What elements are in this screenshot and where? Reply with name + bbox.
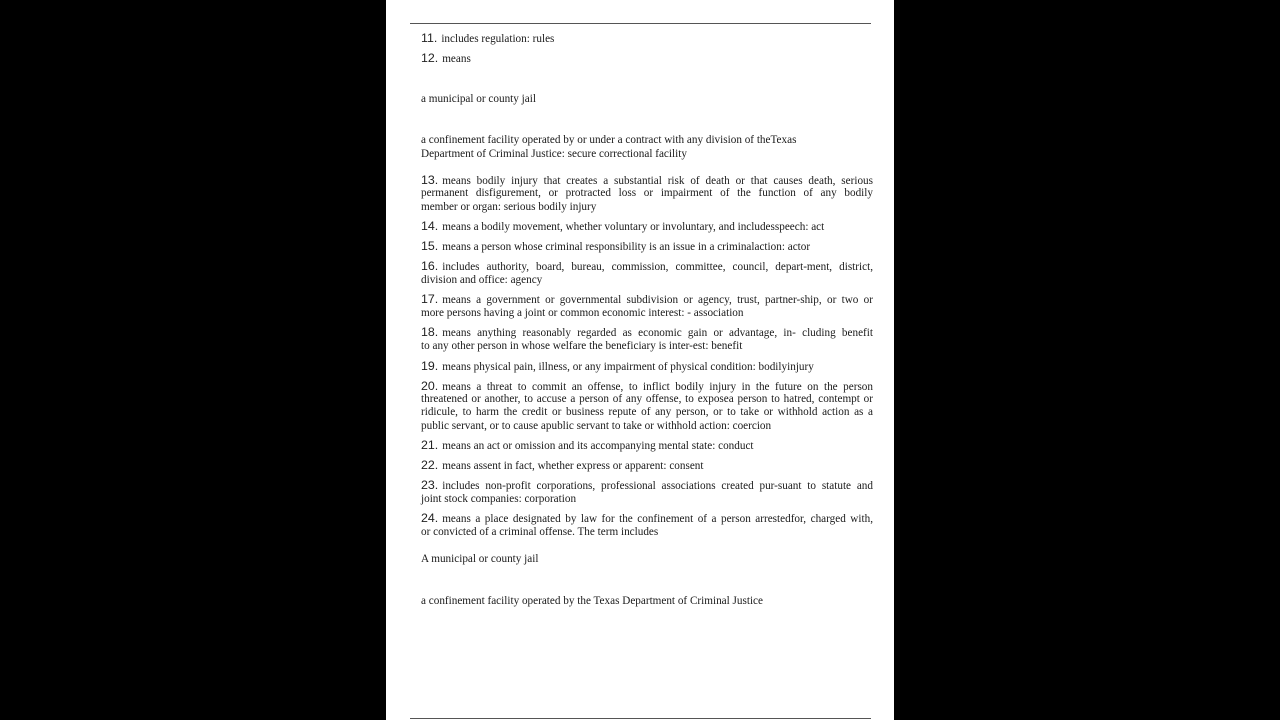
definition-text: means a place designated by law for the confinement of a person arrestedfor, charged with, <box>442 513 873 525</box>
definition-text: includes non-profit corporations, professional associations created pur-suant to statute and <box>442 480 873 492</box>
definition-17-end <box>421 307 744 320</box>
sub-item-facility <box>421 134 796 147</box>
definition-17 <box>421 293 873 307</box>
definition-text: joint stock companies: corporation <box>421 493 577 505</box>
definition-23-end <box>421 493 576 506</box>
definition-11 <box>421 32 554 46</box>
definition-text: means an act or omission and its accompanying mental state: conduct <box>442 440 754 452</box>
definition-text: to any other person in whose welfare the beneficiary is inter-est: benefit <box>421 340 743 352</box>
item-number: 19. <box>421 359 439 373</box>
item-number: 20. <box>421 379 439 393</box>
definition-text: means a government or governmental subdivision or agency, trust, partner-ship, or two or <box>442 294 873 306</box>
definition-13-end <box>421 201 596 214</box>
definition-text: ridicule, to harm the credit or business repute of any person, or to take or withhold action as a <box>421 406 873 418</box>
definition-13-cont <box>421 187 873 200</box>
item-number: 24. <box>421 511 439 525</box>
definition-text: Department of Criminal Justice: secure correctional facility <box>421 148 687 160</box>
definition-21 <box>421 439 754 453</box>
definition-text: threatened or another, to accuse a person of any offense, to exposea person to hatred, contempt or <box>421 393 873 405</box>
definition-20-cont-2 <box>421 406 873 419</box>
definition-18-end <box>421 340 742 353</box>
definition-text: means anything reasonably regarded as economic gain or advantage, in- cluding benefit <box>442 327 873 339</box>
item-number: 11. <box>421 31 438 45</box>
item-number: 18. <box>421 325 439 339</box>
definition-text: means a person whose criminal responsibility is an issue in a criminalaction: actor <box>442 241 811 253</box>
top-rule <box>410 23 871 24</box>
item-number: 17. <box>421 292 439 306</box>
definition-text: means bodily injury that creates a substantial risk of death or that causes death, serious <box>442 175 873 187</box>
definition-text: a municipal or county jail <box>421 93 536 105</box>
document-page <box>386 0 894 720</box>
bottom-rule <box>410 718 871 719</box>
definition-text: includes authority, board, bureau, commission, committee, council, depart-ment, district, <box>442 261 873 273</box>
definition-text: means assent in fact, whether express or apparent: consent <box>442 460 704 472</box>
item-number: 23. <box>421 478 439 492</box>
definition-14 <box>421 220 824 234</box>
definition-19 <box>421 360 814 374</box>
definition-text: or convicted of a criminal offense. The term includes <box>421 526 659 538</box>
definition-text: includes regulation: rules <box>441 33 555 45</box>
definition-text: means a threat to commit an offense, to inflict bodily injury in the future on the person <box>442 381 873 393</box>
definition-23 <box>421 479 873 493</box>
item-number: 13. <box>421 173 439 187</box>
definition-20-cont-1 <box>421 393 873 406</box>
definition-text: public servant, or to cause apublic servant to take or withhold action: coercion <box>421 420 772 432</box>
definition-text: member or organ: serious bodily injury <box>421 201 597 213</box>
definition-text: means physical pain, illness, or any impairment of physical condition: bodilyinjury <box>442 361 814 373</box>
sub-item-facility-2 <box>421 595 763 608</box>
item-number: 15. <box>421 239 439 253</box>
definition-16-end <box>421 274 542 287</box>
definition-text: a confinement facility operated by the Texas Department of Criminal Justice <box>421 595 763 607</box>
item-number: 16. <box>421 259 439 273</box>
sub-item-facility-cont <box>421 148 687 161</box>
definition-text: means a bodily movement, whether voluntary or involuntary, and includesspeech: act <box>442 221 825 233</box>
definition-text: more persons having a joint or common economic interest: - association <box>421 307 744 319</box>
definition-text: means <box>442 53 471 65</box>
definition-text: permanent disfigurement, or protracted loss or impairment of the function of any bodily <box>421 187 873 199</box>
item-number: 12. <box>421 51 439 65</box>
sub-item-jail-2 <box>421 553 538 566</box>
sub-item-jail <box>421 93 536 106</box>
definition-text: A municipal or county jail <box>421 553 539 565</box>
definition-24 <box>421 512 873 526</box>
definition-22 <box>421 459 704 473</box>
definition-text: division and office: agency <box>421 274 543 286</box>
definition-15 <box>421 240 810 254</box>
definition-12 <box>421 52 471 66</box>
definition-text: a confinement facility operated by or under a contract with any division of theTexas <box>421 134 797 146</box>
item-number: 21. <box>421 438 439 452</box>
definition-18 <box>421 326 873 340</box>
definition-20-end <box>421 420 771 433</box>
definition-24-cont <box>421 526 658 539</box>
item-number: 14. <box>421 219 439 233</box>
item-number: 22. <box>421 458 439 472</box>
definition-16 <box>421 260 873 274</box>
